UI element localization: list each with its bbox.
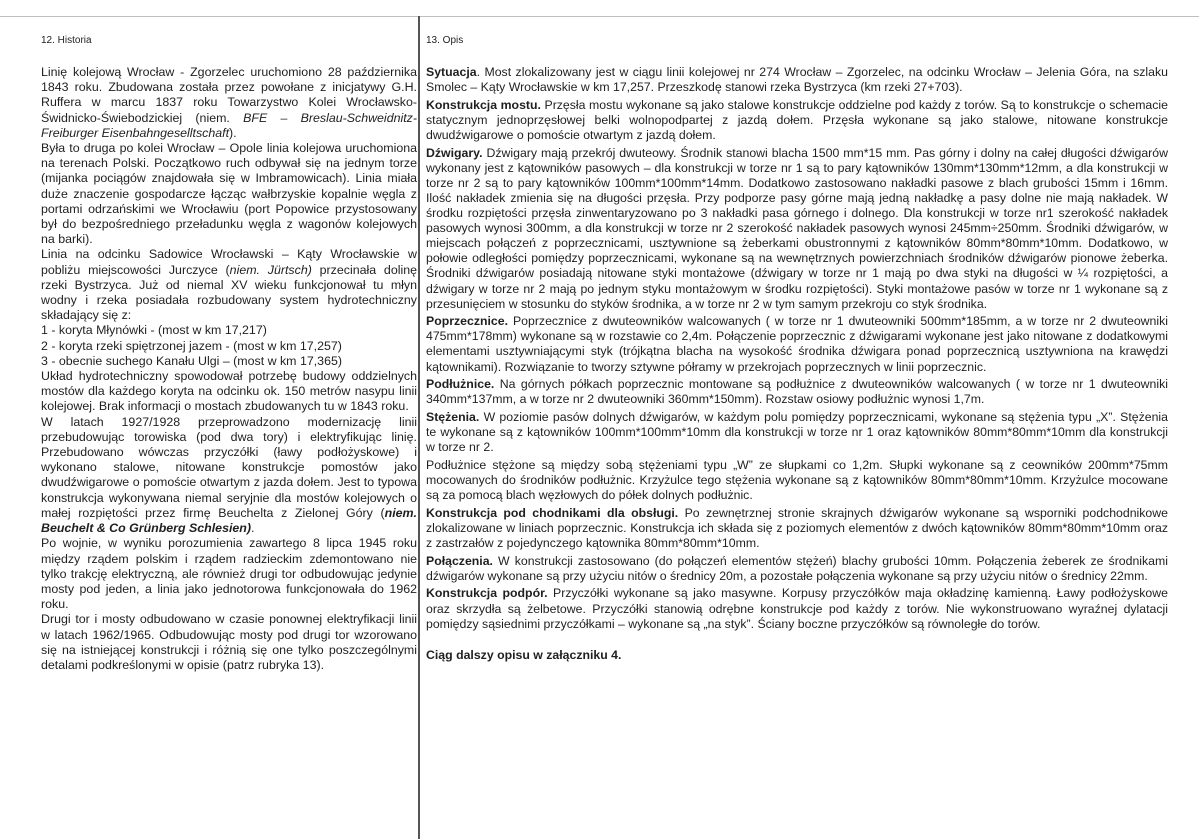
history-paragraph: Po wojnie, w wyniku porozumienia zawartego 8 lipca 1945 roku między rządem polskim i rządem radzieckim zdemontowano nie tylko trakcję elektryczną, ale również drugi tor odbudowując jedynie mosty pod jeden, a linia jako jednotorowa funkcjonowała do 1962 roku. [41, 536, 417, 612]
history-paragraph: Drugi tor i mosty odbudowano w czasie ponownej elektryfikacji linii w latach 1962/1965. Odbudowując mosty pod drugi tor wzorowano się na istniejącej konstrukcji i różnią się one tylko poszczególnymi detalami podkreślonymi w opisie (patrz rubryka 13). [41, 612, 417, 672]
description-section: Poprzecznice. Poprzecznice z dwuteowników walcowanych ( w torze nr 1 dwuteowniki 500mm*185mm, a w torze nr 2 dwuteowniki 475mm*178mm) wykonane są w rozstawie co 2,4m. Połączenie poprzecznic z dźwigarami wykonane jest jako nitowane z dodatkowymi elementami usztywniającymi styk (trójkątna blacha na wysokość środnika dźwigara ponad poprzecznicą usztywniona na krawędzi kątownikami). Rozwiązanie to tworzy sztywne półramy w przekrojach poprzecznych w linii poprzecznic. [426, 314, 1168, 374]
section-title: Konstrukcja pod chodnikami dla obsługi. [426, 505, 679, 520]
section-title: Dźwigary. [426, 145, 483, 160]
column-divider [418, 16, 420, 839]
description-column [426, 65, 1168, 665]
description-section: Połączenia. W konstrukcji zastosowano (do połączeń elementów stężeń) blachy grubości 10mm. Połączenia żeberek ze środnikami dźwigarów wykonane są przy użyciu nitów o średnicy 20m, a pozostałe połączenia wykonane są przy użyciu nitów o średnicy 22mm. [426, 553, 1168, 583]
history-italic: BFE – Breslau-Schweidnitz-Freiburger Eisenbahngeselltschaft [41, 110, 417, 140]
history-paragraph: W latach 1927/1928 przeprowadzono modernizację linii przebudowując torowiska (pod dwa tory) i elektryfikując linię. Przebudowano wówczas przyczółki (ławy podłożyskowe) i wykonano stalowe, nitowane konstrukcje pomostów jako dwudźwigarowe o pomoście otwartym z jazda dołem. Jest to typowa konstrukcja wykonywana niemal seryjnie dla mostów kolejowych o małej rozpiętości przez firmę Beuchelta z Zielonej Góry (niem. Beuchelt & Co Grünberg Schlesien). [41, 414, 417, 536]
list-item: 2 - koryta rzeki spiętrzonej jazem - (most w km 17,257) [41, 338, 342, 353]
history-paragraph: Była to druga po kolei Wrocław – Opole linia kolejowa uruchomiona na terenach Polski. Początkowo ruch odbywał się na jednym torze (mijanka pociągów znajdowała się w Imbramowicach). Linia miała duże znaczenie gospodarcze łącząc wałbrzyskie kopalnie węgla z portami odrzańskimi we Wrocławiu (port Popowice przystosowany był do bezpośredniego przeładunku węgla z wagonów kolejowych na barki). [41, 141, 417, 247]
description-section: Sytuacja. Most zlokalizowany jest w ciągu linii kolejowej nr 274 Wrocław – Zgorzelec, na odcinku Wrocław – Jelenia Góra, na szlaku Smolec – Kąty Wrocławskie w km 17,257. Przeszkodę stanowi rzeka Bystrzyca (km rzeki 27+703). [426, 65, 1168, 95]
description-section: Podłużnice stężone są między sobą stężeniami typu „W” ze słupkami co 1,2m. Słupki wykonane są z ceowników 200mm*75mm mocowanych do środników podłużnic. Krzyżulce tego stężenia wykonane są z kątowników 80mm*80mm*10mm. Krzyżulce mocowane są za pomocą blach węzłowych do półek dolnych podłużnic. [426, 457, 1168, 503]
description-section: Podłużnice. Na górnych półkach poprzecznic montowane są podłużnice z dwuteowników walcowanych ( w torze nr 1 dwuteowniki 340mm*137mm, a w torze nr 2 dwuteowniki 360mm*150mm). Rozstaw osiowy podłużnic wynosi 1,7m. [426, 377, 1168, 407]
description-section: Konstrukcja mostu. Przęsła mostu wykonane są jako stalowe konstrukcje oddzielne pod każdy z torów. Są to konstrukcje o schemacie statycznym jednoprzęsłowej belki wolnopodpartej z jazdą dołem. Przęsła wykonane są jako stalowe, nitowane konstrukcje dwudźwigarowe o pomoście otwartym z jazdą dołem. [426, 97, 1168, 142]
history-bold-italic: niem. Beuchelt & Co Grünberg Schlesien) [41, 505, 417, 536]
section-header-description: 13. Opis [426, 35, 464, 46]
description-section: Konstrukcja pod chodnikami dla obsługi. Po zewnętrznej stronie skrajnych dźwigarów wykonane są wsporniki podchodnikowe zlokalizowane w liniach poprzecznic. Konstrukcja ich składa się z poziomych elementów z dwóch kątowników 80mm*80mm*10mm oraz z zastrzałów z pojedynczego kątownika 80mm*80mm*10mm. [426, 505, 1168, 550]
history-italic: niem. Jürtsch) [229, 262, 312, 277]
history-paragraph: Linia na odcinku Sadowice Wrocławski – Kąty Wrocławskie w pobliżu miejscowości Jurczyce (niem. Jürtsch) przecinała dolinę rzeki Bystrzyca. Już od niemal XV wieku funkcjonował tu młyn wodny i rzeka posiadała rozbudowany system hydrotechniczny składający się z: [41, 247, 417, 323]
description-section: Dźwigary. Dźwigary mają przekrój dwuteowy. Środnik stanowi blacha 1500 mm*15 mm. Pas górny i dolny na całej długości dźwigarów wykonany jest z kątowników pasowych – dla konstrukcji w torze nr 1 są to pary kątowników 130mm*130mm*12mm, a dla konstrukcji w torze nr 2 są to pary kątowników 100mm*100mm*14mm. Dodatkowo zastosowano nakładki pasowe z blach grubości 15mm i 16mm. Ilość nakładek zmienia się na długości przęsła. Przy podporze pasy górne mają jedną nakładkę a pasy dolne nie mają nakładek. W środku rozpiętości przęsła zinwentaryzowano po 3 nakładki pasa górnego i dolnego. Dla konstrukcji w torze nr1 szerokość nakładek pasowych wynosi 300mm, a dla konstrukcji w torze nr 2 szerokość nakładek pasowych wynosi 245mm÷250mm. Środniki dźwigarów, w miejscach połączeń z poprzecznicami, usztywnione są żeberkami obustronnymi z kątowników 80mm*80mm*10mm. Dodatkowo, w połowie odległości pomiędzy poprzecznicami, wykonane są na wewnętrznych powierzchniach środników dźwigarów pionowe żeberka. Środniki dźwigarów posiadają nitowane styki montażowe (dźwigary w torze nr 1 mają po dwa styki na długości w ¼ rozpiętości, a dźwigary w torze nr 2 mają po jednym styku montażowym w środku rozpiętości). Styki montażowe pasów w torze nr 1 wykonane są z przesunięciem w stosunku do styków środnika, a w torze nr 2 w tym samym przekroju co styk środnika. [426, 145, 1168, 311]
description-section: Konstrukcja podpór. Przyczółki wykonane są jako masywne. Korpusy przyczółków maja okładzinę kamienną. Ławy podłożyskowe oraz skrzydła są żelbetowe. Przyczółki stanowią odrębne konstrukcje pod każdy z torów. Nie wykonstruowano wyraźnej dylatacji pomiędzy sąsiednimi przyczółkami – wykonane są „na styk”. Ściany boczne przyczółków są równoległe do torów. [426, 586, 1168, 631]
description-section: Stężenia. W poziomie pasów dolnych dźwigarów, w każdym polu pomiędzy poprzecznicami, wykonane są stężenia typu „X”. Stężenia te wykonane są z kątowników 100mm*100mm*10mm dla konstrukcji w torze nr 1 oraz kątowników 80mm*80mm*10mm dla konstrukcji w torze nr 2. [426, 410, 1168, 455]
section-title: Sytuacja [426, 65, 477, 79]
continuation-note: Ciąg dalszy opisu w załączniku 4. [426, 647, 622, 662]
section-title: Konstrukcja mostu. [426, 97, 541, 112]
section-title: Stężenia. [426, 410, 480, 425]
history-paragraph: Linię kolejową Wrocław - Zgorzelec uruchomiono 28 października 1843 roku. Zbudowana została przez powołane z inicjatywy G.H. Ruffera w marcu 1837 roku Towarzystwo Kolei Wrocławsko-Świdnicko-Świebodzickiej (niem. BFE – Breslau-Schweidnitz-Freiburger Eisenbahngeselltschaft). [41, 65, 417, 140]
section-title: Konstrukcja podpór. [426, 586, 548, 601]
section-title: Podłużnice. [426, 377, 495, 392]
section-title: Poprzecznice. [426, 314, 509, 329]
history-column [41, 65, 417, 673]
section-header-history: 12. Historia [41, 35, 92, 46]
history-paragraph: Układ hydrotechniczny spowodował potrzebę budowy oddzielnych mostów dla każdego koryta na odcinku ok. 150 metrów nasypu linii kolejowej. Brak informacji o mostach zbudowanych tu w 1843 roku. [41, 369, 417, 414]
section-title: Połączenia. [426, 553, 493, 568]
list-item: 3 - obecnie suchego Kanału Ulgi – (most w km 17,365) [41, 353, 342, 368]
top-border-line [0, 16, 1199, 17]
list-item: 1 - koryta Młynówki - (most w km 17,217) [41, 323, 267, 338]
